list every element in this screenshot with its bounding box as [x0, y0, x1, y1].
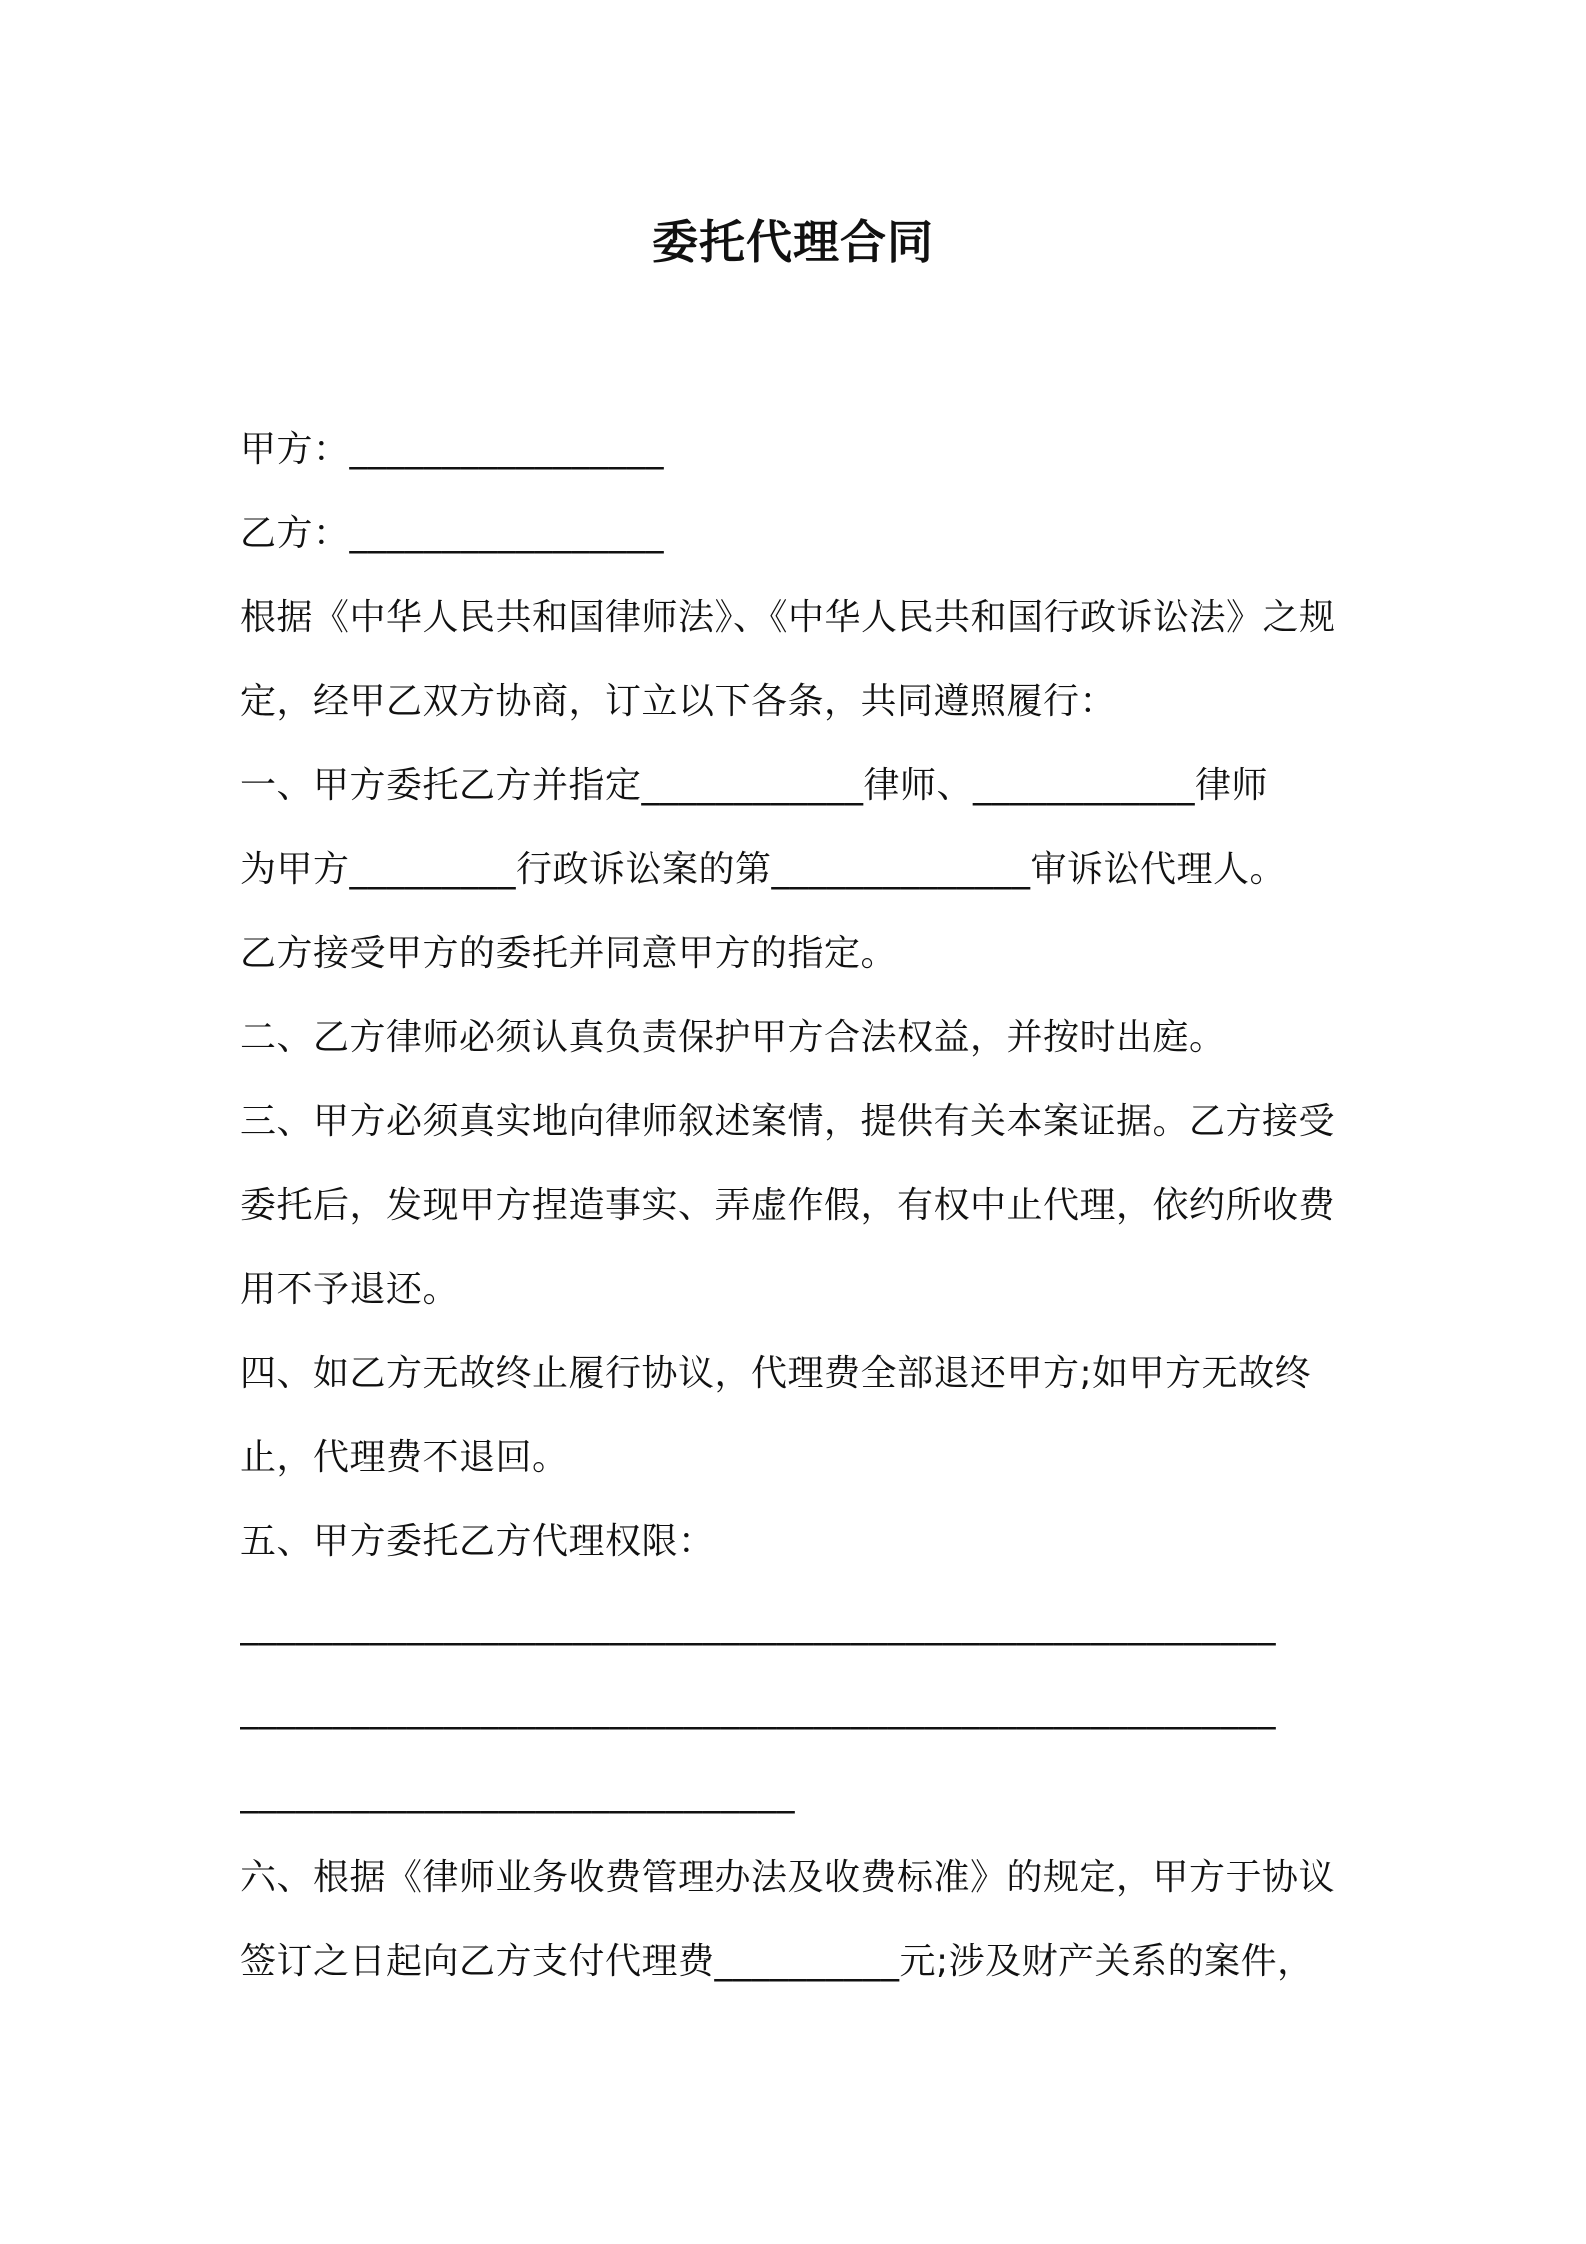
preamble-line: 根据《中华人民共和国律师法》、《中华人民共和国行政诉讼法》之规	[240, 597, 1336, 638]
clause-4-line: 四、如乙方无故终止履行协议，代理费全部退还甲方;如甲方无故终	[240, 1353, 1312, 1394]
clause-1-line: 为甲方_________行政诉讼案的第______________审诉讼代理人。	[240, 849, 1287, 890]
clause-6-line: 签订之日起向乙方支付代理费__________元;涉及财产关系的案件，	[240, 1941, 1314, 1982]
party-a-line: 甲方：_________________	[240, 429, 665, 470]
clause-3-line: 委托后，发现甲方捏造事实、弄虚作假，有权中止代理，依约所收费	[240, 1185, 1336, 1226]
clause-6-line: 六、根据《律师业务收费管理办法及收费标准》的规定，甲方于协议	[240, 1857, 1336, 1898]
clause-3-line: 三、甲方必须真实地向律师叙述案情，提供有关本案证据。乙方接受	[240, 1101, 1336, 1142]
clause-3-line: 用不予退还。	[240, 1269, 460, 1310]
blank-fill-line: ________________________________________________________	[240, 1689, 1276, 1730]
clause-5-line: 五、甲方委托乙方代理权限：	[240, 1521, 715, 1562]
clause-2-line: 二、乙方律师必须认真负责保护甲方合法权益，并按时出庭。	[240, 1017, 1226, 1058]
document-body	[240, 408, 1360, 2004]
clause-4-line: 止，代理费不退回。	[240, 1437, 569, 1478]
party-b-line: 乙方：_________________	[240, 513, 665, 554]
blank-fill-line: ________________________________________________________	[240, 1605, 1276, 1646]
preamble-line: 定，经甲乙双方协商，订立以下各条，共同遵照履行：	[240, 681, 1117, 722]
clause-1-line: 乙方接受甲方的委托并同意甲方的指定。	[240, 933, 898, 974]
blank-fill-line: ______________________________	[240, 1773, 795, 1814]
clause-1-line: 一、甲方委托乙方并指定____________律师、____________律师	[240, 765, 1269, 806]
document-title: 委托代理合同	[652, 215, 934, 269]
